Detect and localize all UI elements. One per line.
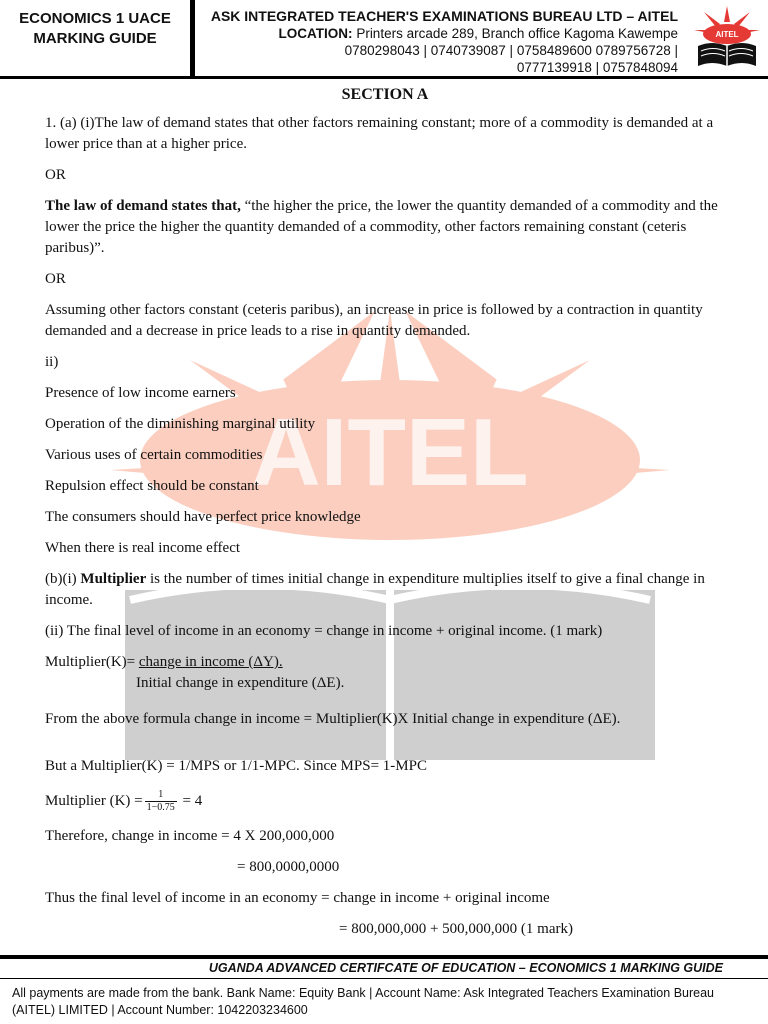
mk-result: = 4 [178, 792, 203, 809]
org-info [200, 8, 678, 76]
multiplier-calculation [45, 789, 725, 814]
multiplier-formula-denominator: Initial change in expenditure (ΔE). [136, 675, 345, 691]
final-income-result: = 800,000,000 + 500,000,000 (1 mark) [339, 921, 573, 937]
org-phones-2: 0777139918 | 0757848094 [516, 60, 678, 75]
or-separator: OR [45, 271, 66, 287]
list-item: Repulsion effect should be constant [45, 478, 259, 494]
footer-rule [0, 955, 768, 959]
q1b-ii-answer: (ii) The final level of income in an economy = change in income + original income. (1 mark) [45, 623, 603, 639]
change-in-income-calc: Therefore, change in income = 4 X 200,000,000 [45, 828, 335, 844]
payment-info [12, 985, 762, 1019]
mk-label: Multiplier (K) = [45, 792, 143, 809]
final-income-statement: Thus the final level of income in an economy = change in income + original income [45, 890, 550, 906]
marking-guide-body [45, 84, 725, 950]
mps-relation: But a Multiplier(K) = 1/MPS or 1/1-MPC. Since MPS= 1-MPC [45, 758, 427, 774]
header-divider [190, 0, 195, 78]
org-phones-1: 0780298043 | 0740739087 | 0758489600 0789756728 | [344, 43, 678, 58]
footer-rule-thin [0, 978, 768, 979]
list-item: When there is real income effect [45, 540, 241, 556]
mk-fraction [145, 789, 177, 814]
footer-title: UGANDA ADVANCED CERTIFCATE OF EDUCATION – ECONOMICS 1 MARKING GUIDE [208, 961, 723, 975]
mk-numerator: 1 [145, 789, 177, 802]
payment-line-2: (AITEL) LIMITED | Account Number: 1042203234600 [12, 1003, 308, 1017]
location-text: Printers arcade 289, Branch office Kagoma Kawempe [356, 26, 678, 41]
law-bold-lead: The law of demand states that, [45, 198, 241, 214]
header-rule [0, 76, 768, 79]
q1a-i-answer: 1. (a) (i)The law of demand states that other factors remaining constant; more of a commodity is demanded at a lower price than at a higher price. [45, 115, 714, 152]
or-separator: OR [45, 167, 66, 183]
multiplier-formula-numerator: change in income (ΔY). [138, 654, 283, 670]
q1b-i-answer [45, 569, 725, 611]
payment-line-1: All payments are made from the bank. Bank Name: Equity Bank | Account Name: Ask Integrated Teachers Examination Bureau [12, 986, 714, 1000]
page-header [0, 0, 768, 78]
org-location [200, 25, 678, 42]
aitel-logo [692, 4, 762, 72]
multiplier-formula-label: Multiplier(K)= [45, 654, 139, 670]
guide-title [0, 0, 190, 78]
list-item: Presence of low income earners [45, 385, 236, 401]
section-title: SECTION A [341, 86, 429, 103]
formula-derivation: From the above formula change in income = Multiplier(K)X Initial change in expenditure (ΔE). [45, 711, 621, 727]
multiplier-definition: is the number of times initial change in expenditure multiplies itself to give a final change in income. [45, 571, 705, 608]
location-label: LOCATION: [278, 26, 353, 41]
logo-text: AITEL [715, 30, 739, 39]
org-name: ASK INTEGRATED TEACHER'S EXAMINATIONS BUREAU LTD – AITEL [210, 8, 678, 24]
list-item: The consumers should have perfect price knowledge [45, 509, 361, 525]
multiplier-formula [45, 652, 725, 694]
q1a-ii-label: ii) [45, 354, 59, 370]
list-item: Various uses of certain commodities [45, 447, 263, 463]
b-prefix: (b)(i) [45, 571, 81, 587]
assuming-answer: Assuming other factors constant (ceteris paribus), an increase in price is followed by a contraction in quantity demanded and a decrease in price leads to a rise in quantity demanded. [45, 302, 703, 339]
multiplier-term: Multiplier [80, 571, 147, 587]
mk-denominator: 1−0.75 [146, 802, 175, 813]
law-of-demand-alt [45, 196, 725, 259]
guide-title-line1: ECONOMICS 1 UACE [19, 10, 171, 27]
list-item: Operation of the diminishing marginal utility [45, 416, 316, 432]
guide-title-line2: MARKING GUIDE [33, 30, 157, 47]
watermark-text: AITEL [251, 399, 529, 506]
law-text: “the higher the price, the lower the quantity demanded of a commodity and the lower the price the higher the quantity demanded of a commodity, other factors remaining constant (ceteris paribus)”. [45, 198, 718, 256]
change-in-income-result: = 800,0000,0000 [237, 859, 340, 875]
